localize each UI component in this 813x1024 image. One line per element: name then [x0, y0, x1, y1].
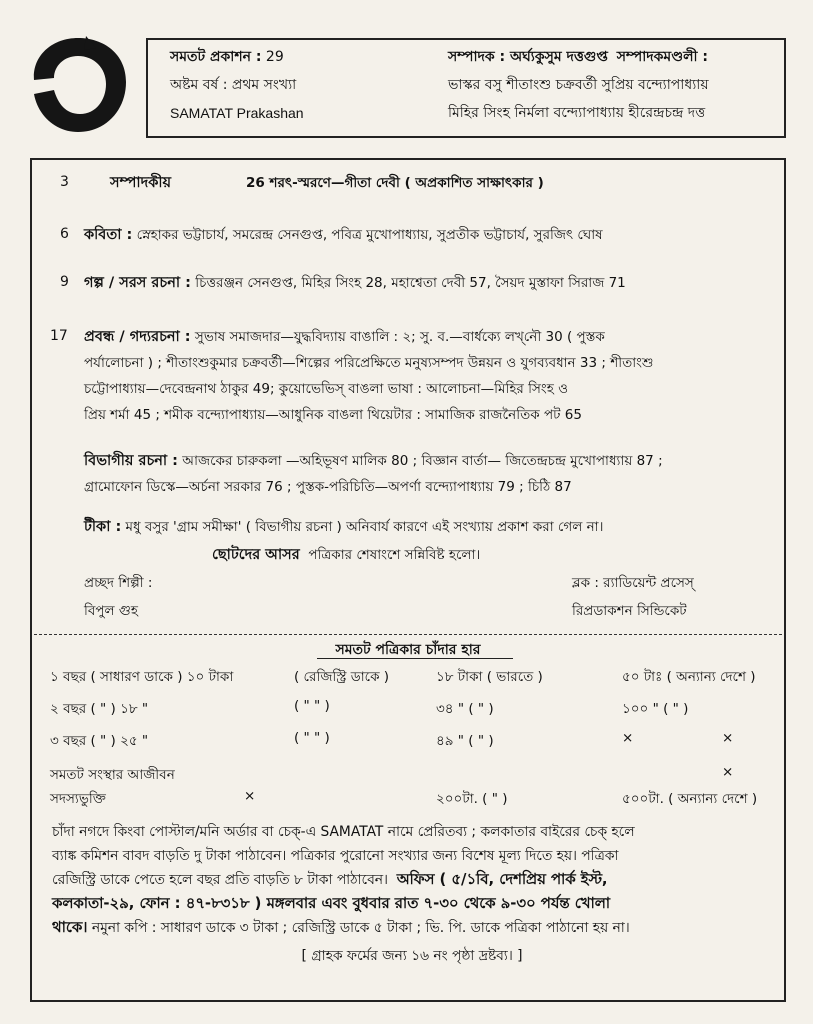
editorial-label: সম্পাদকীয়	[110, 175, 172, 191]
editor-line: সম্পাদক : অর্ঘ্যকুসুম দত্তগুপ্ত সম্পাদকমণ্ডলী :	[448, 49, 708, 65]
masthead-box	[146, 38, 786, 138]
note-line-5: থাকে। নমুনা কপি : সাধারণ ডাকে ৩ টাকা ; রেজিস্ট্রি ডাকে ৫ টাকা ; ভি. পি. ডাকে পত্রিকা পাঠানো হয় না।	[52, 919, 630, 936]
poetry-page: 6	[60, 226, 69, 242]
cover-artist-name: বিপুল গুহ	[84, 603, 138, 619]
editorial-page: 3	[60, 174, 69, 190]
kids-entry: ছোটদের আসর পত্রিকার শেষাংশে সন্নিবিষ্ট হলো।	[212, 547, 481, 563]
board-label: সম্পাদকমণ্ডলী :	[616, 49, 708, 65]
rate-row-3: ৩ বছর ( " ) ২৫ " ( " " ) ৪৯ " ( " ) × ×	[50, 730, 734, 749]
note-line-6: [ গ্রাহক ফর্মের জন্য ১৬ নং পৃষ্ঠা দ্রষ্টব্য। ]	[301, 948, 523, 964]
dashed-divider	[34, 634, 782, 635]
rate-row-1: ১ বছর ( সাধারণ ডাকে ) ১০ টাকা ( রেজিস্ট্রি ডাকে ) ১৮ টাকা ( ভারতে ) ৫০ টাঃ ( অন্যান্য দেশে )	[50, 669, 756, 685]
note-line-4: কলকাতা-২৯, ফোন : ৪৭-৮৩১৮ ) মঙ্গলবার এবং বুধবার রাত ৭-৩০ থেকে ৯-৩০ পর্যন্ত খোলা	[52, 895, 611, 912]
board-line-1: ভাস্কর বসু শীতাংশু চক্রবর্তী সুপ্রিয় বন্দ্যোপাধ্যায়	[448, 77, 709, 93]
remembrance-entry: 26 শরৎ-স্মরণে—গীতা দেবী ( অপ্রকাশিত সাক্ষাৎকার )	[246, 175, 544, 191]
dept-entry: বিভাগীয় রচনা : আজকের চারুকলা —অহিভূষণ মালিক 80 ; বিজ্ঞান বার্তা— জিতেন্দ্রচন্দ্র মুখোপাধ্যায় 87 ; গ্রামোফোন ডিস্কে—অর্চনা সরকার 76 ; পুস্তক-পরিচিতি—অপর্ণা বন্দ্যোপাধ্যায় 79 ; চিঠি 87	[84, 453, 663, 495]
samatat-logo	[26, 32, 134, 138]
story-page: 9	[60, 274, 69, 290]
block-label: ব্লক : র‍্যাডিয়েন্ট প্রসেস্‌	[572, 575, 694, 591]
contents-frame	[30, 158, 786, 1002]
note-line-2: ব্যাঙ্ক কমিশন বাবদ বাড়তি দু টাকা পাঠাবেন। পত্রিকার পুরোনো সংখ্যার জন্য বিশেষ মূল্য দিতে হয়। পত্রিকা	[52, 848, 619, 864]
block-name: রিপ্রডাকশন সিন্ডিকেট	[572, 603, 687, 619]
subscription-notes	[52, 820, 772, 968]
rate-row-2: ২ বছর ( " ) ১৮ " ( " " ) ৩৪ " ( " ) ১০০ " ( " )	[50, 698, 689, 717]
essay-entry: প্রবন্ধ / গদ্যরচনা : সুভাষ সমাজদার—যুদ্ধবিদ্যায় বাঙালি : ২; সু. ব.—বার্ধক্যে লখ্‌নৌ 30 ( পুস্তক পর্যালোচনা ) ; শীতাংশুকুমার চক্রবর্তী—শিল্পের পরিপ্রেক্ষিতে মনুষ্যসম্পদ উন্নয়ন ও যুগব্যবধান 33 ; শীতাংশু চট্টোপাধ্যায়—দেবেন্দ্রনাথ ঠাকুর 49; কুয়োভেভিস্‌ বাঙলা ভাষা : আলোচনা—মিহির সিংহ ও প্রিয় শর্মা 45 ; শমীক বন্দ্যোপাধ্যায়—আধুনিক বাঙলা থিয়েটার : সামাজিক রাজনৈতিক পট 65	[84, 329, 654, 423]
rates-title-underline	[317, 658, 513, 659]
rates-title: সমতট পত্রিকার চাঁদার হার	[335, 642, 481, 658]
lifetime-row-2: সদস্যভুক্তি × ২০০টা. ( " ) ৫০০টা. ( অন্যান্য দেশে )	[50, 788, 758, 807]
lifetime-row-1: সমতট সংস্থার আজীবন ×	[50, 764, 734, 783]
note-entry: টীকা : মধু বসুর 'গ্রাম সমীক্ষা' ( বিভাগীয় রচনা ) অনিবার্য কারণে এই সংখ্যায় প্রকাশ করা গেল না।	[84, 519, 604, 535]
poetry-entry: কবিতা : স্নেহাকর ভট্টাচার্য, সমরেন্দ্র সেনগুপ্ত, পবিত্র মুখোপাধ্যায়, সুপ্রতীক ভট্টাচার্য, সুরজিৎ ঘোষ	[84, 227, 603, 243]
note-line-1: চাঁদা নগদে কিংবা পোস্টাল/মনি অর্ডার বা চেক্‌-এ SAMATAT নামে প্রেরিতব্য ; কলকাতার বাইরের চেক্‌ হলে	[52, 824, 635, 840]
board-line-2: মিহির সিংহ নির্মলা বন্দ্যোপাধ্যায় হীরেন্দ্রচন্দ্র দত্ত	[448, 105, 706, 121]
publisher-number: 29	[265, 49, 284, 65]
publisher-label: সমতট প্রকাশন : 29	[170, 49, 284, 65]
essay-page: 17	[50, 328, 68, 344]
note-line-3: রেজিস্ট্রি ডাকে পেতে হলে বছর প্রতি বাড়তি ৮ টাকা পাঠাবেন। অফিস ( ৫/১বি, দেশপ্রিয় পার্ক ইস্ট,	[52, 871, 608, 888]
year-issue: অষ্টম বর্ষ : প্রথম সংখ্যা	[170, 77, 297, 93]
english-name: SAMATAT Prakashan	[170, 105, 304, 121]
cover-artist-label: প্রচ্ছদ শিল্পী :	[84, 575, 153, 591]
story-entry: গল্প / সরস রচনা : চিত্তরঞ্জন সেনগুপ্ত, মিহির সিংহ 28, মহাশ্বেতা দেবী 57, সৈয়দ মুস্তাফা সিরাজ 71	[84, 275, 626, 291]
